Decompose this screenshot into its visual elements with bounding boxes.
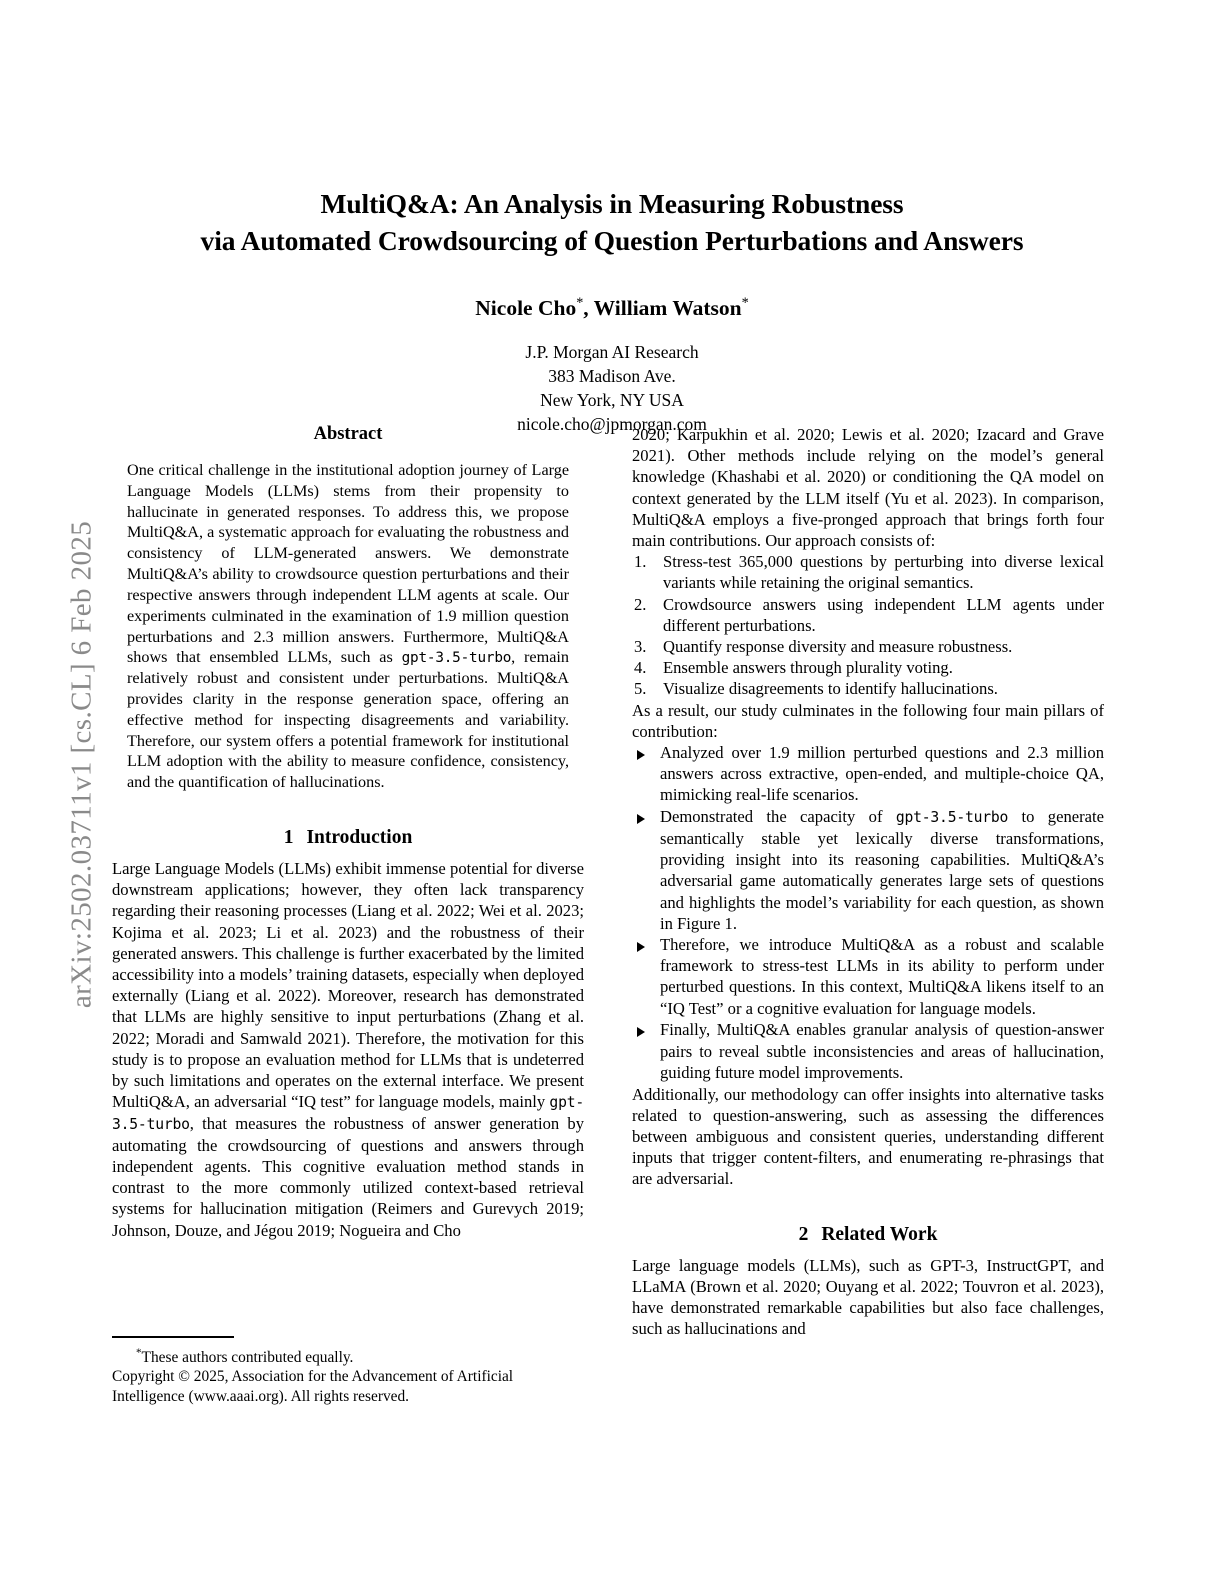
left-column — [112, 424, 584, 1241]
list-item: Visualize disagreements to identify hallucinations. — [663, 679, 998, 699]
list-item — [632, 1019, 1104, 1083]
closing-paragraph: Additionally, our methodology can offer insights into alternative tasks related to question-answering, such as assessing the differences between ambiguous and consistent queries, understanding different inputs that trigger content-filters, and enumerating re-phrasings that are adversarial. — [632, 1084, 1104, 1189]
footnote-equal-contribution-text: These authors contributed equally. — [141, 1348, 354, 1366]
bullet-text-part-2: to generate semantically stable yet lexically diverse transformations, providing insight into its reasoning capabilities. MultiQ&A’s adversarial game automatically generates large sets of questions and highlights the model’s variability for each question, as shown in Figure 1. — [660, 807, 1104, 933]
abstract-heading: Abstract — [313, 424, 383, 444]
abstract-body — [112, 460, 584, 793]
footnote-area — [112, 1336, 584, 1407]
affiliation-block — [112, 341, 1112, 436]
section-heading-introduction — [112, 827, 584, 849]
list-item — [632, 806, 1104, 934]
list-item — [632, 934, 1104, 1019]
section-number-1: 1 — [283, 827, 294, 848]
related-work-paragraph: Large language models (LLMs), such as GPT-3, InstructGPT, and LLaMA (Brown et al. 2020; Ouyang et al. 2022; Touvron et al. 2023), have demonstrated remarkable capabilities but also face challenges, such as hallucinations and — [632, 1255, 1104, 1339]
list-item: Stress-test 365,000 questions by perturbing into diverse lexical variants while retaining the original semantics. — [663, 552, 1104, 593]
approach-numbered-list — [632, 551, 1104, 699]
list-item: Ensemble answers through plurality voting. — [663, 658, 953, 678]
bullet-text-part-1: Demonstrated the capacity of — [660, 807, 896, 827]
title-block — [112, 186, 1112, 436]
right-column — [632, 424, 1104, 1339]
author-separator: , — [583, 296, 594, 321]
section-title-1: Introduction — [306, 827, 413, 848]
bullet-model-name: gpt-3.5-turbo — [895, 809, 1009, 827]
page-title — [112, 186, 1112, 259]
footnote-separator-rule — [112, 1336, 234, 1338]
author-list — [112, 295, 1112, 321]
title-line-2: via Automated Crowdsourcing of Question Perturbations and Answers — [200, 224, 1024, 256]
list-item: Quantify response diversity and measure robustness. — [663, 637, 1013, 657]
introduction-paragraph — [112, 858, 584, 1241]
section-heading-related-work — [632, 1224, 1104, 1246]
abstract-model-name: gpt-3.5-turbo — [401, 650, 512, 667]
abstract-text-part-1: One critical challenge in the institutional adoption journey of Large Language Models (LLMs) stems from their propensity to hallucinate in generated responses. To address this, we propose MultiQ&A, a systematic approach for evaluating the robustness and consistency of LLM-generated answers. We demonstrate MultiQ&A’s ability to crowdsource question perturbations and their respective answers through independent LLM agents at scale. Our experiments culminated in the examination of 1.9 million question perturbations and 2.3 million answers. Furthermore, MultiQ&A shows that ensembled LLMs, such as — [127, 461, 569, 667]
footnote-marker: * — [136, 1346, 142, 1359]
author-name-2: William Watson — [593, 296, 742, 321]
section-title-2: Related Work — [821, 1223, 938, 1245]
title-line-1: MultiQ&A: An Analysis in Measuring Robustness — [320, 188, 904, 219]
body-columns — [112, 424, 1104, 1434]
section-number-2: 2 — [798, 1223, 809, 1245]
arxiv-stamp: arXiv:2502.03711v1 [cs.CL] 6 Feb 2025 — [65, 520, 98, 1009]
list-item — [632, 742, 1104, 806]
introduction-text-part-2: , that measures the robustness of answer generation by automating the crowdsourcing of questions and answers through independent agents. This cognitive evaluation method stands in contrast to the more commonly utilized context-based retrieval systems for hallucination mitigation (Reimers and Gurevych 2019; Johnson, Douze, and Jégou 2019; Nogueira and Cho — [112, 1114, 584, 1240]
affiliation-street: 383 Madison Ave. — [548, 366, 676, 387]
affiliation-city: New York, NY USA — [540, 389, 684, 410]
introduction-model-name: gpt-3.5-turbo — [112, 1094, 584, 1133]
abstract-text-part-2: , remain relatively robust and consistent under perturbations. MultiQ&A provides clarity in the response generation space, offering an effective method for inspecting disagreements and variability. Therefore, our system offers a potential framework for institutional LLM adoption with the ability to measure confidence, consistency, and the quantification of hallucinations. — [127, 648, 569, 792]
bullet-text-part-1: Finally, MultiQ&A enables granular analysis of question-answer pairs to reveal subtle inconsistencies and areas of hallucination, guiding future model improvements. — [660, 1020, 1104, 1082]
affiliation-email: nicole.cho@jpmorgan.com — [517, 413, 707, 434]
author-marker-1: * — [576, 295, 584, 312]
abstract-paragraph — [127, 460, 569, 793]
contribution-bullet-list — [632, 742, 1104, 1084]
author-name-1: Nicole Cho — [475, 296, 577, 321]
author-marker-2: * — [741, 295, 749, 312]
bullet-text-part-1: Analyzed over 1.9 million perturbed questions and 2.3 million answers across extractive, open-ended, and multiple-choice QA, mimicking real-life scenarios. — [660, 743, 1104, 805]
pillars-intro-paragraph: As a result, our study culminates in the following four main pillars of contribution: — [632, 700, 1104, 741]
footnote-equal-contribution — [112, 1346, 584, 1368]
list-item: Crowdsource answers using independent LLM agents under different perturbations. — [663, 594, 1104, 635]
introduction-text-part-1: Large Language Models (LLMs) exhibit immense potential for diverse downstream applications; however, they often lack transparency regarding their reasoning processes (Liang et al. 2022; Wei et al. 2023; Kojima et al. 2023; Li et al. 2023) and the robustness of their generated answers. This challenge is further exacerbated by the limited accessibility into a models’ training datasets, especially when deployed externally (Liang et al. 2022). Moreover, research has demonstrated that LLMs are highly sensitive to input perturbations (Zhang et al. 2022; Moradi and Samwald 2021). Therefore, the motivation for this study is to propose an evaluation method for LLMs that is undeterred by such limitations and operates on the external interface. We present MultiQ&A, an adversarial “IQ test” for language models, mainly — [112, 859, 585, 1112]
bullet-text-part-1: Therefore, we introduce MultiQ&A as a robust and scalable framework to stress-test LLMs in its ability to perform under perturbed questions. In this context, MultiQ&A likens itself to an “IQ Test” or a cognitive evaluation for language models. — [660, 935, 1104, 1018]
affiliation-org: J.P. Morgan AI Research — [525, 342, 699, 363]
citation-continuation-paragraph: 2020; Karpukhin et al. 2020; Lewis et al. 2020; Izacard and Grave 2021). Other methods include relying on the model’s general knowledge (Khashabi et al. 2020) or conditioning the QA model on context generated by the LLM itself (Yu et al. 2023). In comparison, MultiQ&A employs a five-pronged approach that brings forth four main contributions. Our approach consists of: — [632, 425, 1104, 551]
footnote-copyright: Copyright © 2025, Association for the Advancement of Artificial Intelligence (www.aaai.org). All rights reserved. — [112, 1368, 514, 1406]
